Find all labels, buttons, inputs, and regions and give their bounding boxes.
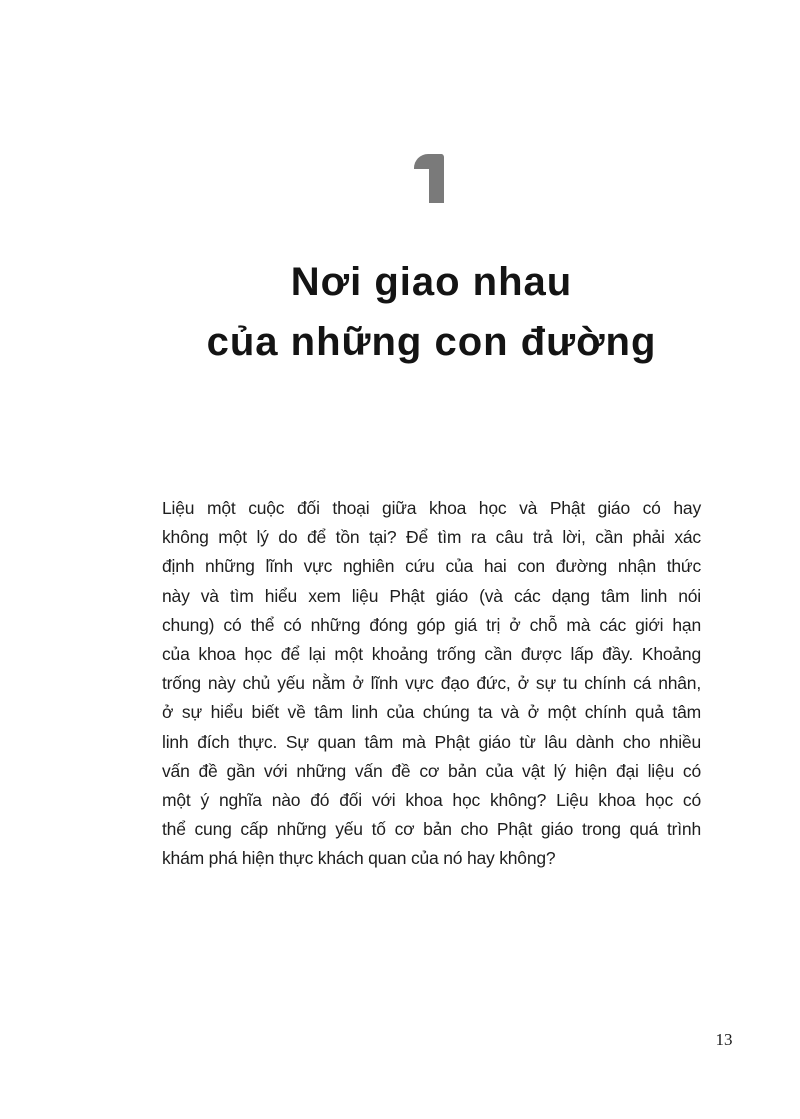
chapter-number-glyph bbox=[414, 154, 444, 203]
body-line: một ý nghĩa nào đó đối với khoa học không? Liệu khoa học có bbox=[162, 789, 701, 810]
body-line: chung) có thể có những đóng góp giá trị ở chỗ mà các giới hạn bbox=[162, 614, 701, 635]
body-line: trống này chủ yếu nằm ở lĩnh vực đạo đức, ở sự tu chính cá nhân, bbox=[162, 673, 701, 694]
body-line: Liệu một cuộc đối thoại giữa khoa học và Phật giáo có hay bbox=[162, 498, 701, 518]
chapter-number-value bbox=[414, 203, 415, 204]
body-line: ở sự hiểu biết về tâm linh của chúng ta và ở một chính quả tâm bbox=[162, 702, 701, 723]
body-line: của khoa học để lại một khoảng trống cần được lấp đầy. Khoảng bbox=[162, 643, 701, 664]
body-line: khám phá hiện thực khách quan của nó hay không? bbox=[162, 848, 556, 869]
body-line: linh đích thực. Sự quan tâm mà Phật giáo từ lâu dành cho nhiều bbox=[162, 731, 701, 752]
page-number: 13 bbox=[715, 1030, 733, 1049]
chapter-number bbox=[414, 154, 444, 203]
body-paragraph bbox=[162, 494, 701, 873]
chapter-title bbox=[162, 252, 701, 372]
body-line: định những lĩnh vực nghiên cứu của hai con đường nhận thức bbox=[162, 556, 701, 577]
body-line: thể cung cấp những yếu tố cơ bản cho Phật giáo trong quá trình bbox=[162, 819, 701, 840]
chapter-title-line1: Nơi giao nhau bbox=[290, 260, 573, 304]
chapter-title-line2: của những con đường bbox=[206, 320, 657, 364]
body-line: này và tìm hiểu xem liệu Phật giáo (và các dạng tâm linh nói bbox=[162, 585, 701, 606]
body-line: vấn đề gần với những vấn đề cơ bản của vật lý hiện đại liệu có bbox=[162, 760, 701, 781]
body-line: không một lý do để tồn tại? Để tìm ra câu trả lời, cần phải xác bbox=[162, 527, 701, 548]
